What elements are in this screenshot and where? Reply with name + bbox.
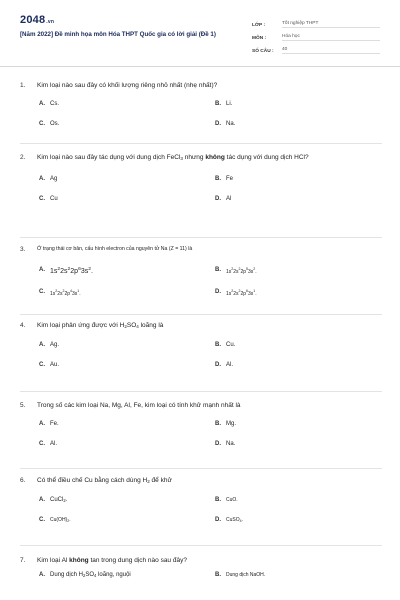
question-text: Trong số các kim loại Na, Mg, Al, Fe, kim loại có tính khử mạnh nhất là bbox=[37, 402, 241, 409]
question-3 bbox=[20, 244, 382, 301]
options bbox=[37, 570, 382, 590]
question-number: 3. bbox=[20, 246, 26, 253]
option-a[interactable]: A. Ag. bbox=[39, 342, 60, 348]
options bbox=[37, 417, 382, 457]
electron-config: $1s^22s^22p^43s^1$. bbox=[50, 289, 81, 297]
meta-value: 40 bbox=[282, 47, 380, 54]
question-text: Kim loại nào sau đây có khối lượng riêng nhỏ nhất (nhẹ nhất)? bbox=[37, 82, 218, 89]
option-b[interactable]: B. Mg. bbox=[215, 421, 237, 427]
option-b[interactable]: B. Fe bbox=[215, 176, 234, 182]
options bbox=[37, 261, 382, 301]
option-b[interactable]: B. Cu. bbox=[215, 342, 236, 348]
question-7 bbox=[20, 555, 382, 590]
option-d[interactable]: D. CuSO$_4$. bbox=[215, 517, 243, 523]
question-number: 7. bbox=[20, 557, 26, 564]
question-text: Kim loại phản ứng được với $H_2SO_4$ loãng là bbox=[37, 322, 164, 329]
option-d[interactable]: D. Na. bbox=[215, 441, 236, 447]
exam-header bbox=[0, 0, 400, 67]
divider bbox=[20, 143, 382, 144]
meta-value: Hóa học bbox=[282, 34, 380, 41]
meta-row-count bbox=[252, 42, 380, 54]
option-c[interactable]: C. $Cu(OH)_2$. bbox=[39, 517, 71, 523]
option-a[interactable]: A. CuCl$_2$. bbox=[39, 497, 68, 503]
meta-row-subject bbox=[252, 29, 380, 41]
electron-config: $1s^22s^22p^63s^2$. bbox=[50, 267, 93, 275]
options bbox=[37, 338, 382, 378]
meta-label: SỐ CÂU : bbox=[252, 49, 274, 54]
option-d[interactable]: D. Al. bbox=[215, 362, 234, 368]
option-d[interactable]: D. Al bbox=[215, 196, 232, 202]
option-c[interactable]: C. Au. bbox=[39, 362, 60, 368]
exam-title: [Năm 2022] Đề minh họa môn Hóa THPT Quốc gia có lời giải (Đề 1) bbox=[20, 31, 216, 38]
question-6 bbox=[20, 475, 382, 533]
divider bbox=[20, 468, 382, 469]
options bbox=[37, 97, 382, 135]
electron-config: $1s^22s^22p^63s^1$. bbox=[226, 289, 257, 297]
question-number: 1. bbox=[20, 82, 26, 89]
divider bbox=[20, 314, 382, 315]
divider bbox=[20, 237, 382, 238]
option-b[interactable]: B. $1s^22s^22p^53s^2$. bbox=[215, 267, 257, 275]
question-text: Kim loại nào sau đây tác dụng với dung dịch FeCl$_3$ nhưng không tác dụng với dung dịch HCl? bbox=[37, 154, 309, 161]
option-b[interactable]: B. CuO. bbox=[215, 497, 238, 503]
divider bbox=[20, 545, 382, 546]
question-2 bbox=[20, 152, 382, 214]
question-number: 4. bbox=[20, 322, 26, 329]
meta-row-class bbox=[252, 16, 380, 28]
question-4 bbox=[20, 320, 382, 378]
option-c[interactable]: C. Al. bbox=[39, 441, 58, 447]
question-1 bbox=[20, 80, 382, 135]
exam-meta bbox=[252, 16, 380, 55]
option-d[interactable]: D. Na. bbox=[215, 121, 236, 127]
meta-label: LỚP : bbox=[252, 23, 266, 28]
site-logo[interactable]: 2048.vn bbox=[20, 14, 55, 26]
option-a[interactable]: A. Dung dịch $H_2SO_4$ loãng, nguội bbox=[39, 572, 131, 578]
electron-config: $1s^22s^22p^53s^2$. bbox=[226, 267, 257, 275]
question-number: 6. bbox=[20, 477, 26, 484]
question-number: 2. bbox=[20, 154, 26, 161]
question-text: Ở trạng thái cơ bản, cấu hình electron của nguyên tử Na (Z = 11) là bbox=[37, 246, 193, 252]
option-c[interactable]: C. Os. bbox=[39, 121, 60, 127]
option-c[interactable]: C. Cu bbox=[39, 196, 58, 202]
option-c[interactable]: C. $1s^22s^22p^43s^1$. bbox=[39, 289, 81, 297]
question-text: Kim loại Al không tan trong dung dịch nào sau đây? bbox=[37, 557, 187, 564]
question-number: 5. bbox=[20, 402, 26, 409]
options bbox=[37, 493, 382, 533]
option-d[interactable]: D. $1s^22s^22p^63s^1$. bbox=[215, 289, 257, 297]
option-a[interactable]: A. Ag bbox=[39, 176, 58, 182]
question-5 bbox=[20, 400, 382, 457]
question-text: Có thể điều chế Cu bằng cách dùng $H_2$ để khử bbox=[37, 477, 172, 484]
option-b[interactable]: B. Li. bbox=[215, 101, 233, 107]
option-a[interactable]: A. Cs. bbox=[39, 101, 59, 107]
option-a[interactable]: A. $1s^22s^22p^63s^2$. bbox=[39, 267, 93, 275]
options bbox=[37, 174, 382, 214]
meta-value: Tốt nghiệp THPT bbox=[282, 21, 380, 28]
meta-label: MÔN : bbox=[252, 36, 267, 41]
option-a[interactable]: A. Fe. bbox=[39, 421, 59, 427]
divider bbox=[20, 391, 382, 392]
option-b[interactable]: B. Dung dịch NaOH. bbox=[215, 572, 266, 578]
